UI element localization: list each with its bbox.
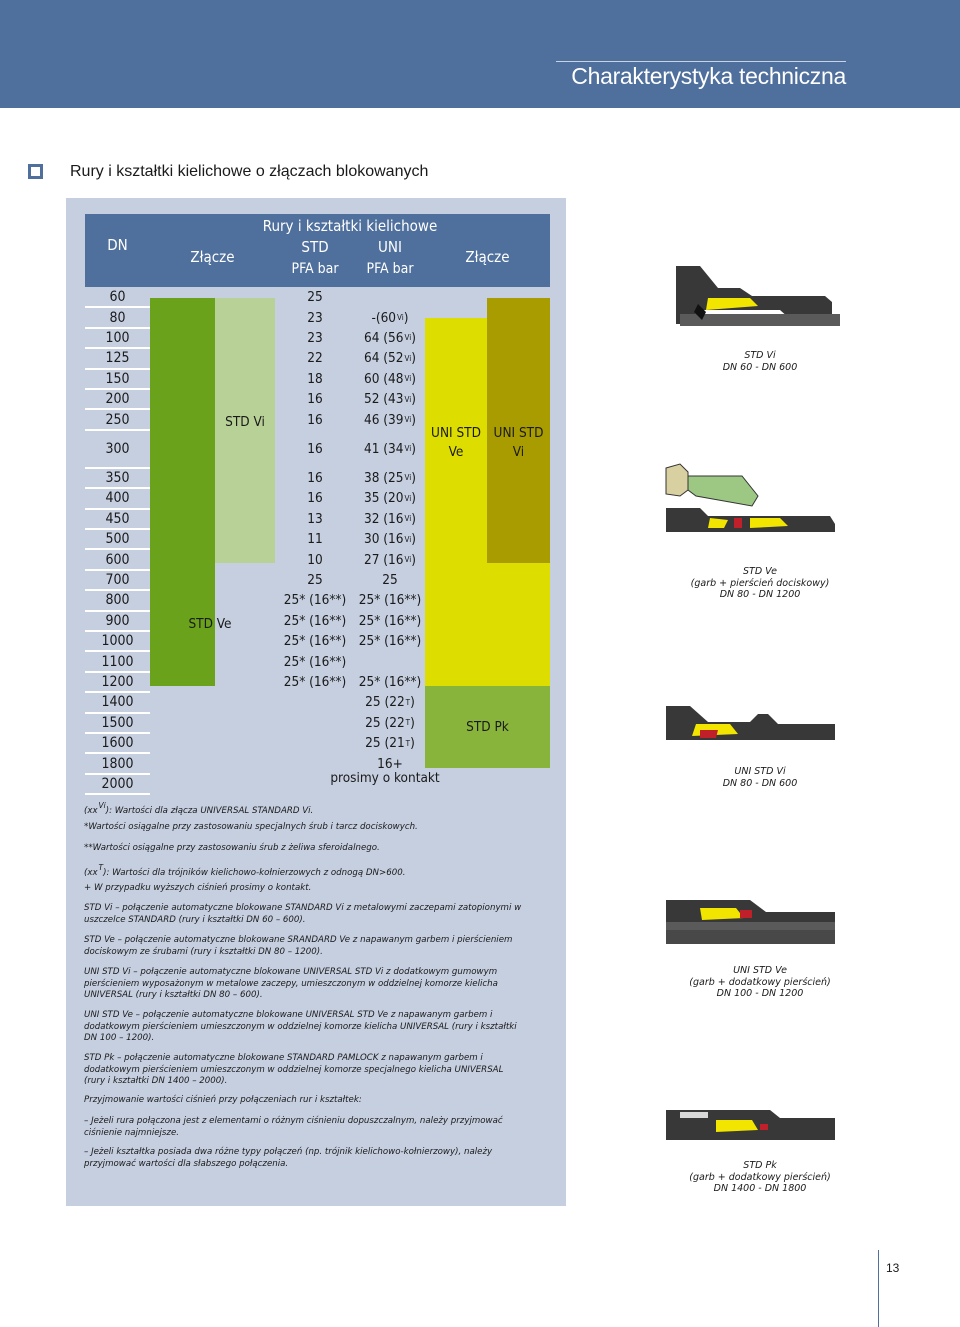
uni-ve-lower-zone xyxy=(487,563,550,686)
std-pfa-cell: 22 xyxy=(307,350,323,367)
uni-value: 60 (48 xyxy=(364,370,404,387)
std-pfa-cell: 16 xyxy=(307,440,323,457)
std-pfa-cell: 23 xyxy=(307,329,323,346)
uni-value-sup: Vi xyxy=(404,374,412,384)
uni-value-close: ) xyxy=(403,309,409,326)
header-rule xyxy=(556,61,846,62)
uni-std-ve-joint-diagram xyxy=(640,896,850,951)
std-pfa-cell: 25* (16**) xyxy=(283,673,347,690)
dn-cell: 250 xyxy=(105,411,130,428)
uni-pfa-cell xyxy=(355,488,425,508)
std-pfa-cell xyxy=(275,692,355,712)
joint-std-vi: STD Vi xyxy=(225,414,265,430)
uni-value-close: ) xyxy=(410,714,415,731)
uni-value-sup: Vi xyxy=(404,444,412,454)
joint-uni-std-vi-line1: UNI STD xyxy=(493,425,544,441)
dn-cell: 2000 xyxy=(101,775,134,792)
uni-value-close: ) xyxy=(411,490,416,507)
uni-pfa-cell xyxy=(355,389,425,409)
uni-value-sup: Vi xyxy=(404,534,412,544)
page-header-title: Charakterystyka techniczna xyxy=(571,63,846,89)
uni-value: 64 (56 xyxy=(364,329,404,346)
dn-cell: 200 xyxy=(105,391,130,408)
col-group-title: Rury i kształtki kielichowe xyxy=(262,217,438,235)
uni-pfa-cell xyxy=(355,529,425,549)
std-ve-joint-diagram xyxy=(640,460,850,535)
dn-cell: 1400 xyxy=(101,694,134,711)
uni-value-close: ) xyxy=(411,411,416,428)
uni-value-sup: Vi xyxy=(404,415,412,425)
std-vi-joint-diagram xyxy=(640,262,850,337)
section-title: Rury i kształtki kielichowe o złączach blokowanych xyxy=(70,163,429,180)
uni-value-sup: Vi xyxy=(404,555,412,565)
dn-cell: 1600 xyxy=(101,735,134,752)
uni-pfa-cell xyxy=(355,753,425,773)
std-pfa-cell: 16 xyxy=(307,411,323,428)
uni-value: 41 (34 xyxy=(364,440,404,457)
uni-value: 25 (21 xyxy=(365,735,405,752)
uni-pfa-cell xyxy=(355,509,425,529)
uni-pfa-cell xyxy=(355,369,425,389)
page-number-rule xyxy=(878,1250,879,1327)
joint-uni-std-ve-line1: UNI STD xyxy=(431,425,481,441)
dn-cell: 1100 xyxy=(101,653,134,670)
uni-value: 25 xyxy=(382,571,398,588)
dn-cell: 125 xyxy=(105,350,130,367)
desc-uni-std-vi: UNI STD Vi – połączenie automatyczne blokowane UNIVERSAL STD Vi z dodatkowym gumowym pierścieniem wyposażonym w metalowe zaczepy, umieszczonym w oddzielnej komorze kielicha UNIVERSAL (rury i kształtki DN 80 – 600). xyxy=(84,966,498,1001)
uni-value-sup: Vi xyxy=(397,313,404,323)
uni-value-sup: T xyxy=(405,718,411,728)
std-pfa-cell: 13 xyxy=(307,510,323,527)
std-pk-joint-diagram xyxy=(640,1104,850,1149)
pressure-rules-title: Przyjmowanie wartości ciśnień przy połączeniach rur i kształtek: xyxy=(84,1094,362,1105)
uni-value-close: ) xyxy=(411,329,416,346)
std-pfa-cell: 25* (16**) xyxy=(283,612,347,629)
joint-std-ve: STD Ve xyxy=(188,616,232,632)
uni-value: 52 (43 xyxy=(364,391,404,408)
uni-value-sup: Vi xyxy=(404,493,412,503)
uni-value-close: ) xyxy=(411,510,416,527)
std-pfa-cell: 25* (16**) xyxy=(283,653,347,670)
contact-note: prosimy o kontakt xyxy=(330,770,440,786)
uni-value-close: ) xyxy=(411,370,416,387)
dn-cell: 80 xyxy=(109,309,126,326)
uni-pfa-cell xyxy=(355,409,425,429)
dn-cell: 450 xyxy=(105,510,130,527)
uni-value: 25* (16**) xyxy=(358,633,422,650)
joint-uni-std-vi-line2: Vi xyxy=(512,444,525,460)
col-std-unit: PFA bar xyxy=(291,261,339,277)
dn-cell: 400 xyxy=(105,490,130,507)
uni-value-sup: Vi xyxy=(404,353,412,363)
col-uni-unit: PFA bar xyxy=(366,261,414,277)
std-pfa-cell: 25 xyxy=(307,289,323,306)
col-std: STD xyxy=(301,238,329,256)
uni-value-close: ) xyxy=(411,531,416,548)
std-pfa-cell: 10 xyxy=(307,551,323,568)
desc-uni-std-ve: UNI STD Ve – połączenie automatyczne blokowane UNIVERSAL STD Ve z napawanym garbem i dodatkowym pierścieniem umieszczonym w oddzielnej komorze kielicha UNIVERSAL (rury i kształtki DN 100 – 1200). xyxy=(84,1009,517,1044)
uni-pfa-cell xyxy=(355,307,425,327)
uni-value: 16+ xyxy=(377,755,403,772)
uni-pfa-cell xyxy=(355,328,425,348)
uni-value-close: ) xyxy=(410,735,415,752)
std-pfa-cell: 25 xyxy=(307,571,323,588)
dn-cell: 350 xyxy=(105,469,130,486)
uni-std-vi-joint-diagram xyxy=(640,700,850,755)
std-pfa-cell: 16 xyxy=(307,469,323,486)
uni-value-sup: Vi xyxy=(404,394,412,404)
std-pfa-cell xyxy=(275,713,355,733)
uni-value-sup: Vi xyxy=(404,514,412,524)
std-pfa-cell xyxy=(275,753,355,773)
joint-std-pk: STD Pk xyxy=(466,719,509,735)
uni-pfa-cell xyxy=(355,348,425,368)
joint-uni-std-ve-line2: Ve xyxy=(448,444,464,460)
uni-pfa-cell xyxy=(355,570,425,590)
uni-pfa-cell xyxy=(355,672,425,692)
uni-value-close: ) xyxy=(411,440,416,457)
uni-pfa-cell xyxy=(355,287,425,307)
uni-pfa-cell xyxy=(355,713,425,733)
caption-std-vi: STD Vi DN 60 - DN 600 xyxy=(722,350,798,373)
caption-std-pk: STD Pk (garb + dodatkowy pierścień) DN 1400 - DN 1800 xyxy=(689,1160,831,1195)
uni-value: 46 (39 xyxy=(364,411,404,428)
dn-cell: 150 xyxy=(105,370,130,387)
dn-cell: 800 xyxy=(105,592,130,609)
uni-value-sup: Vi xyxy=(404,333,412,343)
uni-value: 25* (16**) xyxy=(358,592,422,609)
col-uni: UNI xyxy=(378,238,402,256)
dn-cell: 1800 xyxy=(101,755,134,772)
uni-value: 25* (16**) xyxy=(358,673,422,690)
std-pfa-cell: 16 xyxy=(307,391,323,408)
col-dn: DN xyxy=(107,236,128,254)
dn-cell: 300 xyxy=(105,440,130,457)
uni-value: -(60 xyxy=(371,309,397,326)
pressure-table xyxy=(85,214,550,792)
dn-cell: 500 xyxy=(105,531,130,548)
col-left-joint: Złącze xyxy=(190,248,235,266)
uni-pfa-cell xyxy=(355,651,425,671)
uni-pfa-cell xyxy=(355,733,425,753)
std-pfa-cell: 25* (16**) xyxy=(283,592,347,609)
note-higher-pressure: + W przypadku wyższych ciśnień prosimy o kontakt. xyxy=(84,882,312,893)
note-ductile-bolts: **Wartości osiągalne przy zastosowaniu śrub z żeliwa sferoidalnego. xyxy=(84,842,380,853)
std-pfa-cell xyxy=(275,774,355,794)
uni-value: 64 (52 xyxy=(364,350,404,367)
uni-value: 38 (25 xyxy=(364,469,404,486)
square-bullet-icon xyxy=(28,164,43,179)
desc-std-pk: STD Pk – połączenie automatyczne blokowane STANDARD PAMLOCK z napawanym garbem i dodatkowym pierścieniem umieszczonym w oddzielnej komorze specjalnego kielicha UNIVERSAL (rury i kształtki DN 1400 – 2000). xyxy=(84,1052,504,1087)
dn-cell: 100 xyxy=(105,329,130,346)
uni-pfa-cell xyxy=(355,468,425,488)
rule-two-joints: – Jeżeli kształtka posiada dwa różne typy połączeń (np. trójnik kielichowo-kołnierzowy), należy przyjmować wartości dla słabszego połączenia. xyxy=(84,1146,493,1169)
uni-std-ve-zone xyxy=(425,318,487,686)
dn-cell: 700 xyxy=(105,571,130,588)
uni-value: 27 (16 xyxy=(364,551,404,568)
note-tee-values: $(xx^T)$: Wartości dla trójników kielichowo-kołnierzowych z odnogą DN>600. xyxy=(84,863,406,878)
uni-pfa-cell xyxy=(355,631,425,651)
uni-value: 30 (16 xyxy=(364,531,404,548)
uni-value: 32 (16 xyxy=(364,510,404,527)
caption-uni-std-vi: UNI STD Vi DN 80 - DN 600 xyxy=(722,766,798,789)
uni-value-close: ) xyxy=(411,391,416,408)
note-special-bolts: *Wartości osiągalne przy zastosowaniu specjalnych śrub i tarcz dociskowych. xyxy=(84,821,418,832)
uni-value: 25 (22 xyxy=(365,694,405,711)
dn-cell: 60 xyxy=(109,289,126,306)
dn-cell: 1000 xyxy=(101,633,134,650)
uni-value-sup: Vi xyxy=(404,473,412,483)
uni-value: 35 (20 xyxy=(364,490,404,507)
uni-pfa-cell xyxy=(355,549,425,569)
uni-value: 25 (22 xyxy=(365,714,405,731)
std-pfa-cell: 16 xyxy=(307,490,323,507)
uni-pfa-cell xyxy=(355,692,425,712)
dn-cell: 900 xyxy=(105,612,130,629)
uni-value: 25* (16**) xyxy=(358,612,422,629)
std-pfa-cell: 23 xyxy=(307,309,323,326)
uni-pfa-cell xyxy=(355,430,425,468)
header-band xyxy=(0,0,960,108)
desc-std-vi: STD Vi – połączenie automatyczne blokowane STANDARD Vi z metalowymi zaczepami zatopionymi w uszczelce STANDARD (rury i kształtki DN 60 – 600). xyxy=(84,902,522,925)
uni-value-close: ) xyxy=(411,350,416,367)
caption-uni-std-ve: UNI STD Ve (garb + dodatkowy pierścień) DN 100 - DN 1200 xyxy=(689,965,831,1000)
dn-cell: 1200 xyxy=(101,673,134,690)
uni-pfa-cell xyxy=(355,774,425,794)
page-number: 13 xyxy=(886,1261,900,1275)
uni-value-close: ) xyxy=(410,694,415,711)
uni-value-close: ) xyxy=(411,469,416,486)
std-pfa-cell: 25* (16**) xyxy=(283,633,347,650)
uni-pfa-cell xyxy=(355,590,425,610)
desc-std-ve: STD Ve – połączenie automatyczne blokowane SRANDARD Ve z napawanym garbem i pierścieniem dociskowym ze śrubami (rury i kształtki DN 80 – 1200). xyxy=(84,934,513,957)
uni-pfa-cell xyxy=(355,611,425,631)
rule-different-pressure: – Jeżeli rura połączona jest z elementami o różnym ciśnieniu dopuszczalnym, należy przyjmować ciśnienie najmniejsze. xyxy=(84,1115,503,1138)
note-vi-values: $(xx^{Vi})$: Wartości dla złącza UNIVERSAL STANDARD Vi. xyxy=(84,801,314,816)
uni-value-sup: T xyxy=(405,738,411,748)
uni-value-close: ) xyxy=(411,551,416,568)
uni-value-sup: T xyxy=(405,697,411,707)
std-pfa-cell xyxy=(275,733,355,753)
dn-cell: 1500 xyxy=(101,714,134,731)
std-pfa-cell: 11 xyxy=(307,531,323,548)
caption-std-ve: STD Ve (garb + pierścień dociskowy) DN 80 - DN 1200 xyxy=(690,566,830,601)
col-right-joint: Złącze xyxy=(465,248,510,266)
dn-cell: 600 xyxy=(105,551,130,568)
std-pfa-cell: 18 xyxy=(307,370,323,387)
